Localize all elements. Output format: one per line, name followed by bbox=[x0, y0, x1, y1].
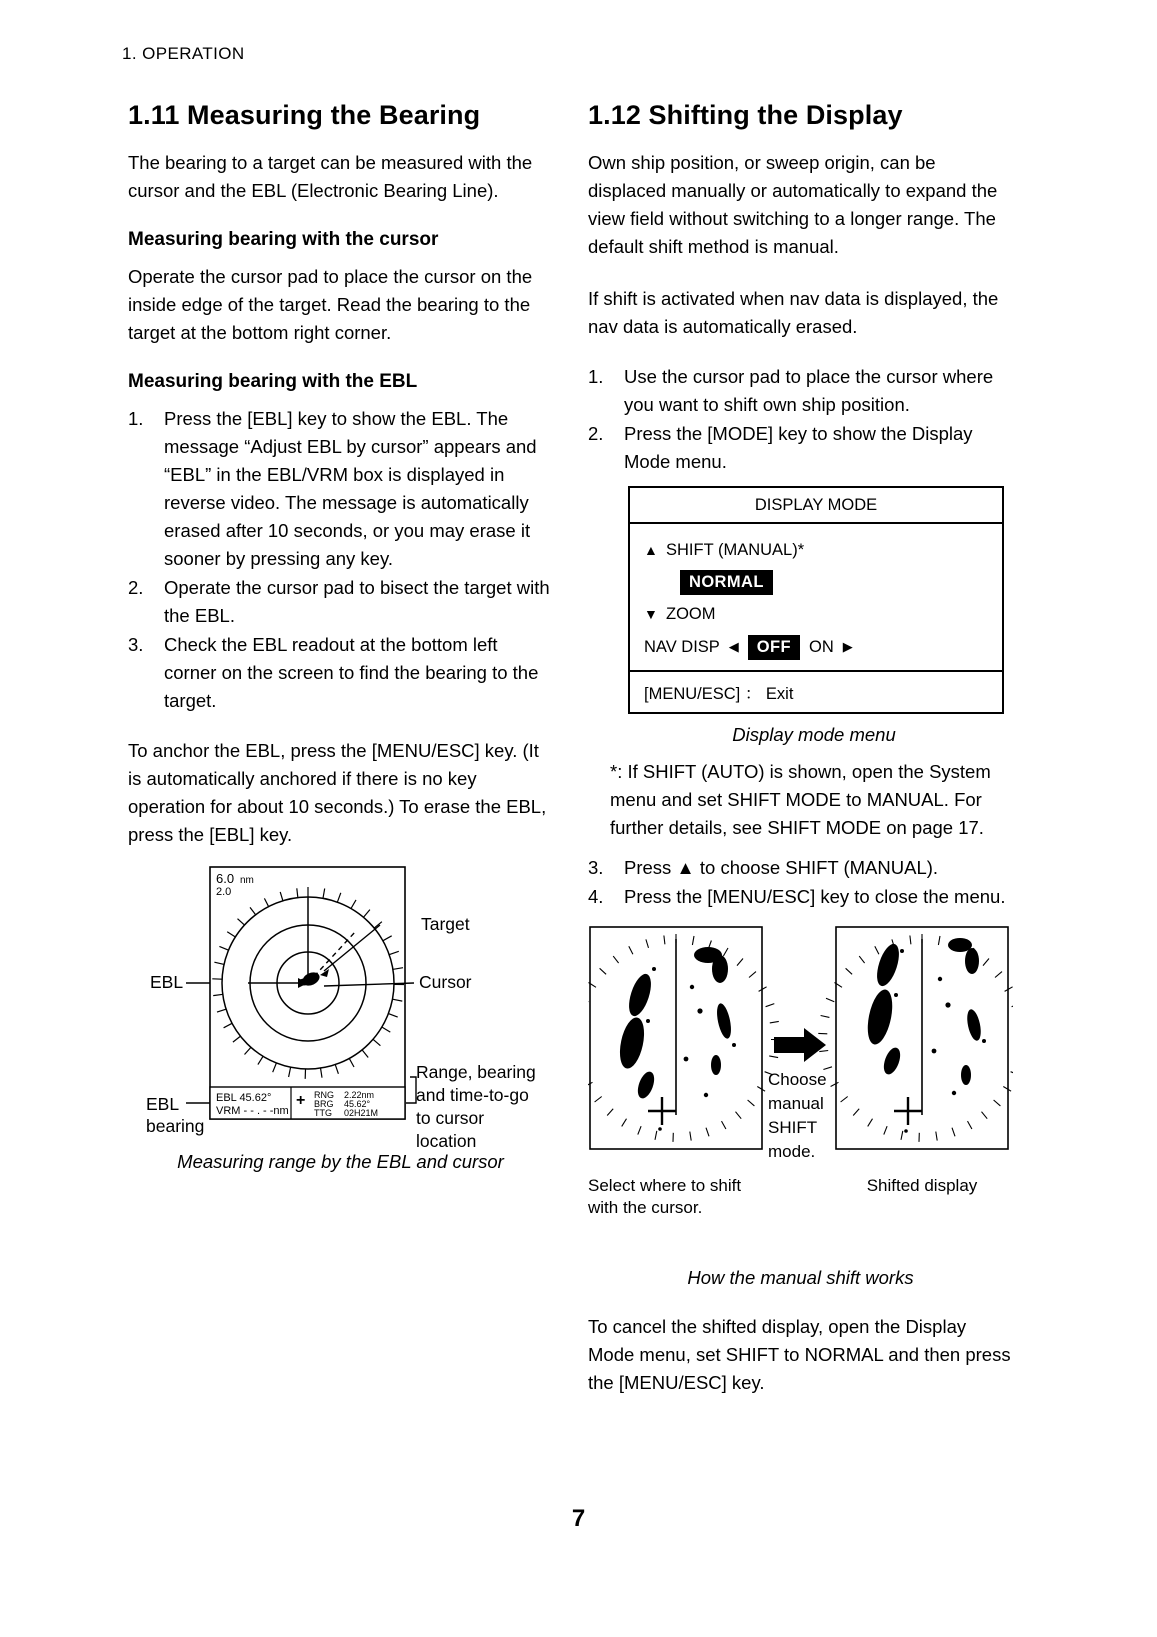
caption-select-where-to-shift bbox=[588, 1175, 778, 1219]
svg-text:nm: nm bbox=[240, 875, 254, 886]
label-target: Target bbox=[421, 914, 470, 934]
list-item: Use the cursor pad to place the cursor where you want to shift own ship position. bbox=[624, 366, 994, 415]
svg-text:EBL 45.62°: EBL 45.62° bbox=[216, 1092, 272, 1104]
label-range-bearing-ttg: Range, bearing and time-to-go to cursor location bbox=[416, 1062, 536, 1151]
label-ebl-bearing-line2: bearing bbox=[146, 1116, 205, 1136]
nav-disp-off-option[interactable]: OFF bbox=[748, 635, 800, 660]
menu-footer: [MENU/ESC] ： Exit bbox=[630, 670, 1002, 712]
subsection-ebl-title: Measuring bearing with the EBL bbox=[128, 371, 418, 392]
label-ebl: EBL bbox=[150, 972, 184, 992]
svg-text:VRM - - . - -nm: VRM - - . - -nm bbox=[216, 1105, 289, 1117]
section-title-1-12: 1.12 Shifting the Display bbox=[588, 100, 903, 130]
choose-line-4: mode. bbox=[768, 1142, 816, 1161]
list-item: Operate the cursor pad to bisect the target with the EBL. bbox=[164, 577, 550, 626]
figure-manual-shift bbox=[588, 925, 1013, 1225]
svg-text:BRG: BRG bbox=[314, 1099, 334, 1109]
svg-text:02H21M: 02H21M bbox=[344, 1108, 379, 1118]
nav-disp-on-option[interactable]: ON bbox=[809, 637, 834, 656]
nav-disp-label: NAV DISP bbox=[644, 637, 720, 656]
figure-ebl-radar bbox=[128, 865, 553, 1175]
section-1-11-intro: The bearing to a target can be measured with the cursor and the EBL (Electronic Bearing Line). bbox=[128, 152, 533, 201]
figure-caption-ebl: Measuring range by the EBL and cursor bbox=[177, 1151, 504, 1172]
shift-auto-footnote: *: If SHIFT (AUTO) is shown, open the System menu and set SHIFT MODE to MANUAL. For further details, see SHIFT MODE on page 17. bbox=[610, 761, 991, 838]
choose-line-1: Choose bbox=[768, 1070, 827, 1089]
ebl-steps-list bbox=[128, 405, 553, 715]
subsection-cursor-title: Measuring bearing with the cursor bbox=[128, 229, 439, 250]
menu-item-nav-disp[interactable] bbox=[644, 630, 1002, 664]
triangle-down-icon: ▼ bbox=[644, 606, 658, 622]
ebl-anchor-note: To anchor the EBL, press the [MENU/ESC] key. (It is automatically anchored if there is no key operation for about 10 seconds.) To erase the EBL, press the [EBL] key. bbox=[128, 740, 547, 845]
figure-caption-manual-shift: How the manual shift works bbox=[687, 1267, 914, 1288]
menu-title: DISPLAY MODE bbox=[630, 488, 1002, 524]
caption-select-line-1: Select where to shift bbox=[588, 1176, 742, 1195]
svg-text:RNG: RNG bbox=[314, 1090, 334, 1100]
list-item: Press the [EBL] key to show the EBL. The message “Adjust EBL by cursor” appears and “EBL” in the EBL/VRM box is displayed in reverse video. The message is automatically erased after 10 seconds, or you may erase it sooner by pressing any key. bbox=[164, 408, 537, 569]
caption-shifted-display: Shifted display bbox=[866, 1176, 978, 1195]
triangle-up-icon: ▲ bbox=[644, 542, 658, 558]
list-item: Press the [MENU/ESC] key to close the menu. bbox=[624, 886, 1006, 907]
figure-caption-display-mode: Display mode menu bbox=[732, 724, 896, 745]
right-column bbox=[588, 100, 1013, 1411]
svg-text:45.62°: 45.62° bbox=[344, 1099, 371, 1109]
list-item: Press ▲ to choose SHIFT (MANUAL). bbox=[624, 857, 939, 878]
label-cursor: Cursor bbox=[419, 972, 472, 992]
svg-text:TTG: TTG bbox=[314, 1108, 332, 1118]
menu-item-normal-label: NORMAL bbox=[680, 570, 773, 595]
menu-item-shift[interactable] bbox=[644, 534, 1002, 566]
shift-closing-text: To cancel the shifted display, open the Display Mode menu, set SHIFT to NORMAL and then press the [MENU/ESC] key. bbox=[588, 1316, 1011, 1393]
choose-line-2: manual bbox=[768, 1094, 824, 1113]
svg-text:2.22nm: 2.22nm bbox=[344, 1090, 375, 1100]
caption-select-line-2: with the cursor. bbox=[588, 1198, 703, 1217]
subsection-cursor-body: Operate the cursor pad to place the cursor on the inside edge of the target. Read the bearing to the target at the bottom right corner. bbox=[128, 266, 533, 343]
shift-steps-list-second bbox=[588, 854, 1013, 911]
triangle-right-icon: ▶ bbox=[842, 639, 853, 654]
svg-text:6.0: 6.0 bbox=[216, 871, 235, 886]
display-mode-menu bbox=[628, 486, 1004, 714]
svg-text:+: + bbox=[296, 1092, 306, 1109]
label-ebl-bearing-line1: EBL bbox=[146, 1094, 180, 1114]
menu-item-zoom-label: ZOOM bbox=[666, 604, 716, 623]
section-1-12-intro-1: Own ship position, or sweep origin, can be displaced manually or automatically to expand the view field without switching to a longer range. The default shift method is manual. bbox=[588, 152, 998, 257]
left-column bbox=[128, 100, 553, 1175]
menu-body bbox=[630, 524, 1002, 670]
svg-text:2.0: 2.0 bbox=[216, 886, 232, 898]
menu-item-normal[interactable] bbox=[644, 566, 1002, 598]
page-number: 7 bbox=[571, 1505, 586, 1532]
menu-item-zoom[interactable] bbox=[644, 598, 1002, 630]
shift-steps-list-first bbox=[588, 363, 1013, 476]
section-1-12-intro-2: If shift is activated when nav data is displayed, the nav data is automatically erased. bbox=[588, 288, 999, 337]
choose-line-3: SHIFT bbox=[768, 1118, 818, 1137]
label-choose-manual-shift bbox=[768, 1068, 838, 1164]
running-header: 1. OPERATION bbox=[122, 44, 245, 63]
triangle-left-icon: ◀ bbox=[728, 639, 739, 654]
list-item: Check the EBL readout at the bottom left corner on the screen to find the bearing to the target. bbox=[164, 634, 539, 711]
list-item: Press the [MODE] key to show the Display Mode menu. bbox=[624, 423, 973, 472]
section-title-1-11: 1.11 Measuring the Bearing bbox=[128, 100, 481, 130]
menu-item-shift-label: SHIFT (MANUAL)* bbox=[666, 540, 805, 559]
